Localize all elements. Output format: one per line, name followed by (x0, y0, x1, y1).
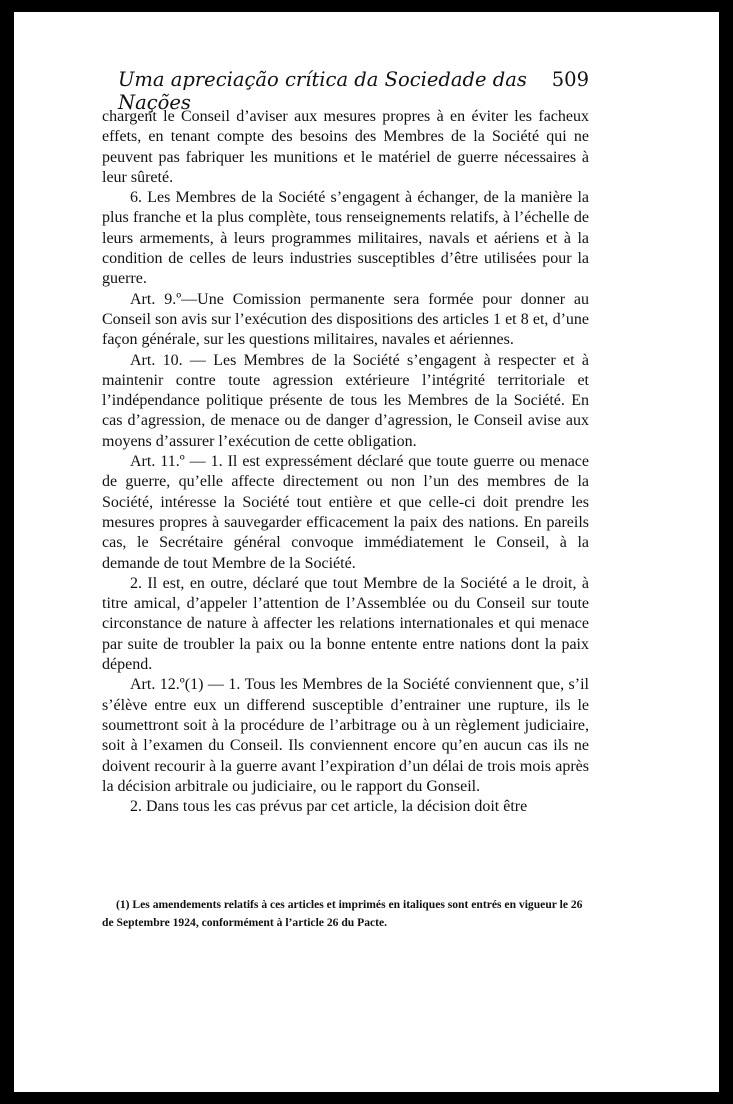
footnotes (102, 896, 589, 932)
paragraph-item-6: 6. Les Membres de la Société s’engagent à échanger, de la manière la plus franche et la plus complète, tous renseignements relatifs, à l’échelle de leurs armements, à leurs programmes militaires, navals et aériens et à la condition de celles de leurs industries susceptibles d’être utilisées pour la guerre. (102, 189, 589, 288)
paragraph-article-12-2: 2. Dans tous les cas prévus par cet article, la décision doit être (130, 798, 528, 816)
document-page (14, 12, 719, 1092)
page-number: 509 (551, 68, 589, 91)
body-text (102, 107, 589, 817)
paragraph-article-11-1: Art. 11.º — 1. Il est expressément déclaré que toute guerre ou menace de guerre, qu’elle affecte directement ou non l’un des membres de la Société, intéresse la Société tout entière et que celle-ci doit prendre les mesures propres à sauvegarder efficacement la paix des nations. En pareils cas, le Secrétaire général convoque immédiatement le Conseil, à la demande de tout Membre de la Société. (102, 453, 589, 572)
paragraph-continuation: chargent le Conseil d’aviser aux mesures propres à en éviter les facheux effets, en tenant compte des besoins des Membres de la Société qui ne peuvent pas fabriquer les munitions et le matériel de guerre nécessaires à leur sûreté. (102, 108, 589, 186)
paragraph-article-12-1: Art. 12.º(1) — 1. Tous les Membres de la Société conviennent que, s’il s’élève entre eux un differend susceptible d’entrainer une rupture, ils le soumettront soit à la procédure de l’arbitrage ou à un règlement judiciaire, soit à l’examen du Conseil. Ils conviennent encore qu’en aucun cas ils ne doivent recourir à la guerre avant l’expiration d’un délai de trois mois après la décision arbitrale ou judiciaire, ou le rapport du Gonseil. (102, 676, 589, 795)
footnote-1: (1) Les amendements relatifs à ces articles et imprimés en italiques sont entrés en vigueur le 26 de Septembre 1924, conformément à l’article 26 du Pacte. (102, 898, 583, 929)
paragraph-article-9: Art. 9.º—Une Comission permanente sera formée pour donner au Conseil son avis sur l’exécution des dispositions des articles 1 et 8 et, d’une façon générale, sur les questions militaires, navales et aériennes. (102, 290, 589, 349)
paragraph-article-10: Art. 10. — Les Membres de la Société s’engagent à respecter et à maintenir contre toute agression extérieure l’intégrité territoriale et l’indépendance politique présente de tous les Membres de la Société. En cas d’agression, de menace ou de danger d’agression, le Conseil avise aux moyens d’assurer l’exécution de cette obligation. (102, 351, 589, 450)
paragraph-article-11-2: 2. Il est, en outre, déclaré que tout Membre de la Société a le droit, à titre amical, d’appeler l’attention de l’Assemblée ou du Conseil sur toute circonstance de nature à affecter les relations internationales et qui menace par suite de troubler la paix ou la bonne entente entre nations dont la paix dépend. (102, 574, 589, 674)
running-title: Uma apreciação crítica da Sociedade das Nações (118, 68, 527, 114)
